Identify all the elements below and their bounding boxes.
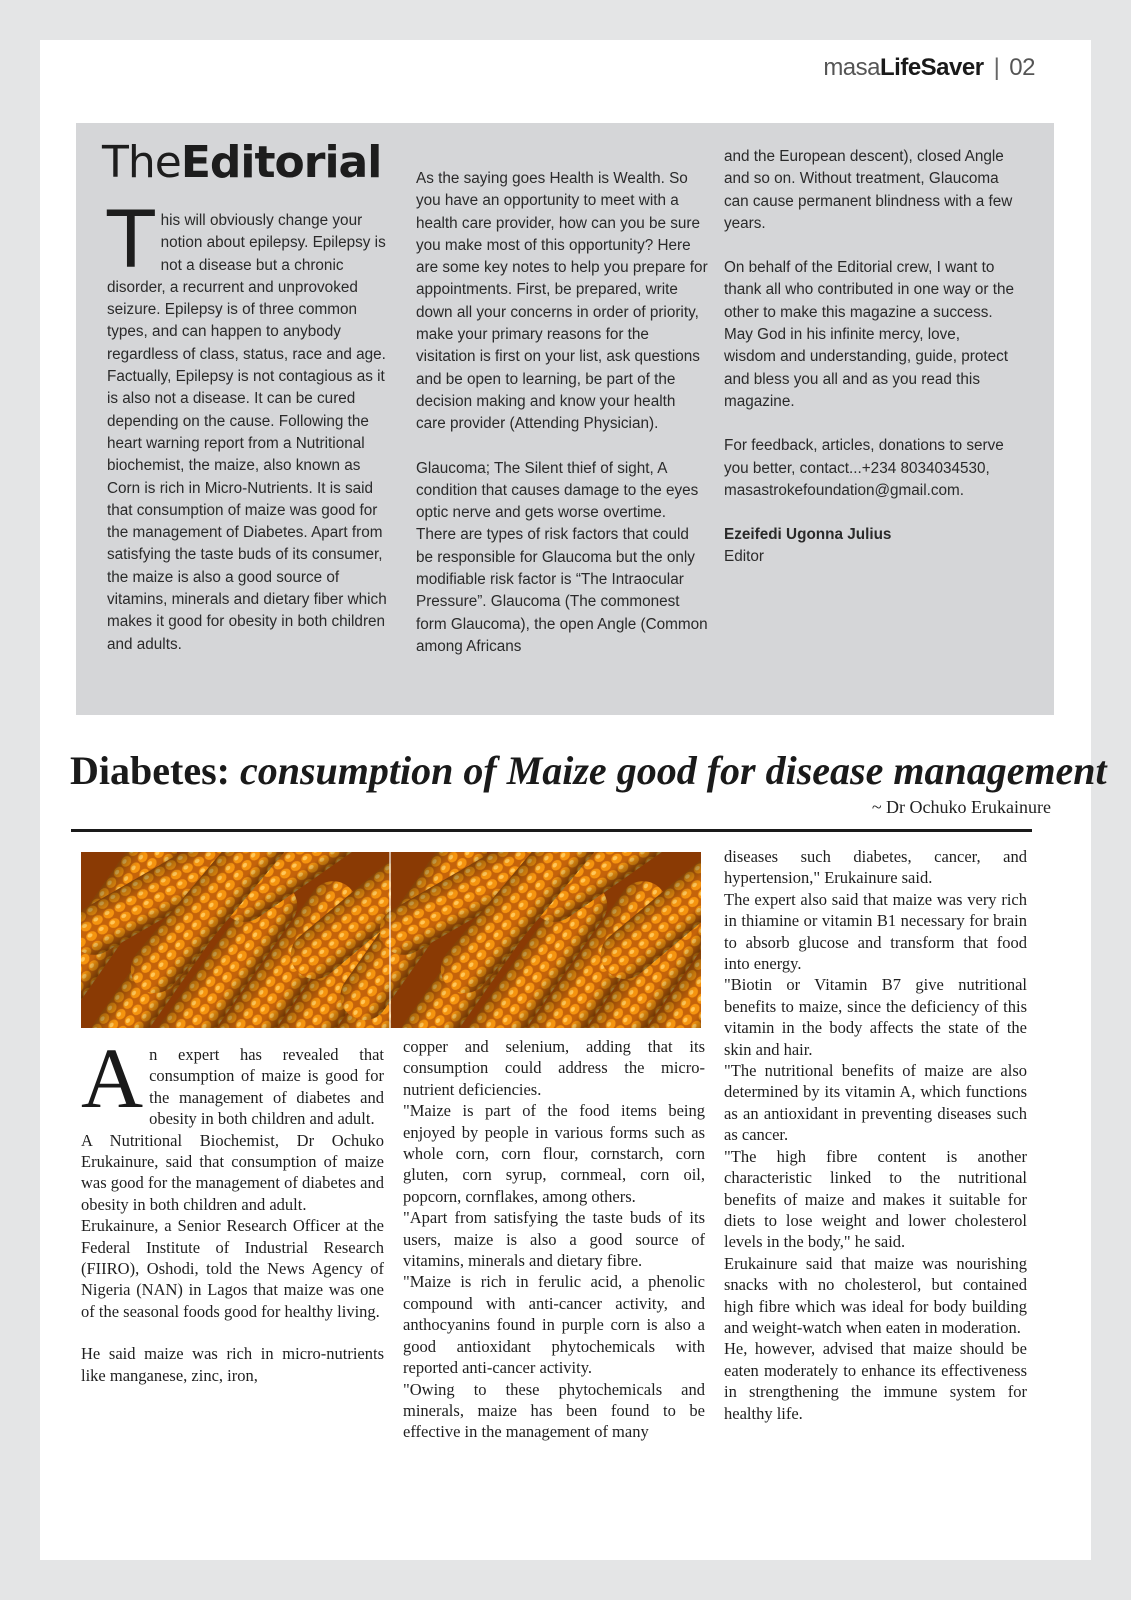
- title-rule: [71, 829, 1032, 832]
- editorial-contact: For feedback, articles, donations to serve you better, contact...+234 8034034530, masastrokefoundation@gmail.com.: [724, 437, 1004, 499]
- editorial-paragraph: As the saying goes Health is Wealth. So you have an opportunity to meet with a health care provider, how can you be sure you make most of this opportunity? Here are some key notes to help you prepare for appointments. First, be prepared, write down all your concerns in order of priority, make your primary reasons for the visitation is first on your list, ask questions and be open to learning, be part of the decision making and know your health care provider (Attending Physician).: [416, 170, 708, 433]
- article-paragraph: A Nutritional Biochemist, Dr Ochuko Erukainure, said that consumption of maize was good for the management of diabetes and obesity in both children and adult.: [81, 1130, 384, 1214]
- page-number: 02: [1009, 54, 1035, 81]
- header-separator: |: [993, 54, 1000, 81]
- article-title-italic: consumption of Maize good for disease management: [239, 748, 1107, 793]
- editorial-column-3: [724, 146, 1014, 569]
- editorial-paragraph: On behalf of the Editorial crew, I want to thank all who contributed in one way or the other to make this magazine a success. May God in his infinite mercy, love, wisdom and understanding, guide, protect and bless you all and as you read this magazine.: [724, 259, 1014, 410]
- article-title: [70, 747, 1107, 794]
- article-paragraph: The expert also said that maize was very rich in thiamine or vitamin B1 necessary for brain to absorb glucose and transform that food into energy.: [724, 889, 1027, 974]
- article-paragraph: "The high fibre content is another characteristic linked to the nutritional benefits of maize and makes it suitable for diets to lose weight and lower cholesterol levels in the body," he said.: [724, 1146, 1027, 1252]
- editorial-paragraph: and the European descent), closed Angle and so on. Without treatment, Glaucoma can cause permanent blindness with a few years.: [724, 148, 1013, 232]
- article-column-2: [403, 1036, 705, 1443]
- editorial-title: [102, 137, 381, 188]
- article-paragraph: Erukainure, a Senior Research Officer at the Federal Institute of Industrial Research (FIIRO), Oshodi, told the News Agency of Nigeria (NAN) in Lagos that maize was one of the seasonal foods good for healthy living.: [81, 1216, 384, 1321]
- article-paragraph: Erukainure said that maize was nourishing snacks with no cholesterol, but contained high fibre which was ideal for body building and weight-watch when eaten in moderation.: [724, 1253, 1027, 1337]
- maize-corn-illustration: [81, 852, 701, 1028]
- article-paragraph: He said maize was rich in micro-nutrients like manganese, zinc, iron,: [81, 1344, 384, 1385]
- article-paragraph: "Owing to these phytochemicals and minerals, maize has been found to be effective in the management of many: [403, 1379, 705, 1442]
- article-paragraph: "The nutritional benefits of maize are also determined by its vitamin A, which functions as an antioxidant in preventing diseases such as cancer.: [724, 1061, 1027, 1145]
- editorial-box: [76, 123, 1054, 715]
- brand-prefix: masa: [823, 54, 880, 81]
- article-byline: ~ Dr Ochuko Erukainure: [871, 797, 1051, 817]
- editorial-paragraph: Glaucoma; The Silent thief of sight, A condition that causes damage to the eyes optic nerve and gets worse overtime. There are types of risk factors that could be responsible for Glaucoma but the only modifiable risk factor is “The Intraocular Pressure”. Glaucoma (The commonest form Glaucoma), the open Angle (Common among Africans: [416, 459, 708, 655]
- editor-role: Editor: [724, 548, 764, 566]
- magazine-page: [40, 40, 1107, 1560]
- brand-name: LifeSaver: [880, 54, 984, 81]
- editorial-drop-cap: T: [107, 196, 155, 286]
- article-paragraph: copper and selenium, adding that its consumption could address the micro-nutrient deficiencies.: [403, 1037, 705, 1099]
- article-paragraph: He, however, advised that maize should be eaten moderately to enhance its effectiveness in strengthening the immune system for healthy life.: [724, 1339, 1027, 1423]
- editorial-column-2: [416, 168, 708, 658]
- editor-name: Ezeifedi Ugonna Julius: [724, 526, 892, 544]
- article-title-bold: Diabetes:: [70, 748, 230, 793]
- article-paragraph: "Maize is rich in ferulic acid, a phenolic compound with anti-cancer activity, and anthocyanins found in purple corn is also a good antioxidant phytochemicals with reported anti-cancer activity.: [403, 1272, 705, 1378]
- editorial-paragraph: his will obviously change your notion about epilepsy. Epilepsy is not a disease but a chronic disorder, a recurrent and unprovoked seizure. Epilepsy is of three common types, and can happen to anybody regardless of class, status, race and age. Factually, Epilepsy is not contagious as it is also not a disease. It can be cured depending on the cause. Following the heart warning report from a Nutritional biochemist, the maize, also known as Corn is rich in Micro-Nutrients. It is said that consumption of maize was good for the management of Diabetes. Apart from satisfying the taste buds of its consumer, the maize is also a good source of vitamins, minerals and dietary fiber which makes it good for obesity in both children and adults.: [107, 212, 387, 653]
- article-paragraph: "Apart from satisfying the taste buds of its users, maize is also a good source of vitamins, minerals and dietary fibre.: [403, 1208, 705, 1271]
- article-paragraph: "Biotin or Vitamin B7 give nutritional benefits to maize, since the deficiency of this vitamin in the body affects the state of the skin and hair.: [724, 975, 1027, 1059]
- running-header: [823, 54, 1035, 82]
- article-column-1: [81, 1030, 384, 1386]
- article-paragraph: diseases such diabetes, cancer, and hypertension," Erukainure said.: [724, 847, 1027, 888]
- article-paragraph: n expert has revealed that consumption of maize is good for the management of diabetes and obesity in both children and adult.: [149, 1045, 384, 1129]
- editorial-column-1: [107, 196, 397, 656]
- article-drop-cap: A: [81, 1030, 144, 1126]
- maize-corn-image: [81, 852, 701, 1028]
- editorial-title-light: The: [102, 137, 181, 188]
- editorial-title-bold: Editorial: [180, 137, 382, 188]
- article-paragraph: "Maize is part of the food items being enjoyed by people in various forms such as whole corn, corn flour, cornstarch, corn gluten, corn syrup, cornmeal, corn oil, popcorn, cornflakes, among others.: [403, 1101, 705, 1206]
- article-column-3: [724, 846, 1027, 1424]
